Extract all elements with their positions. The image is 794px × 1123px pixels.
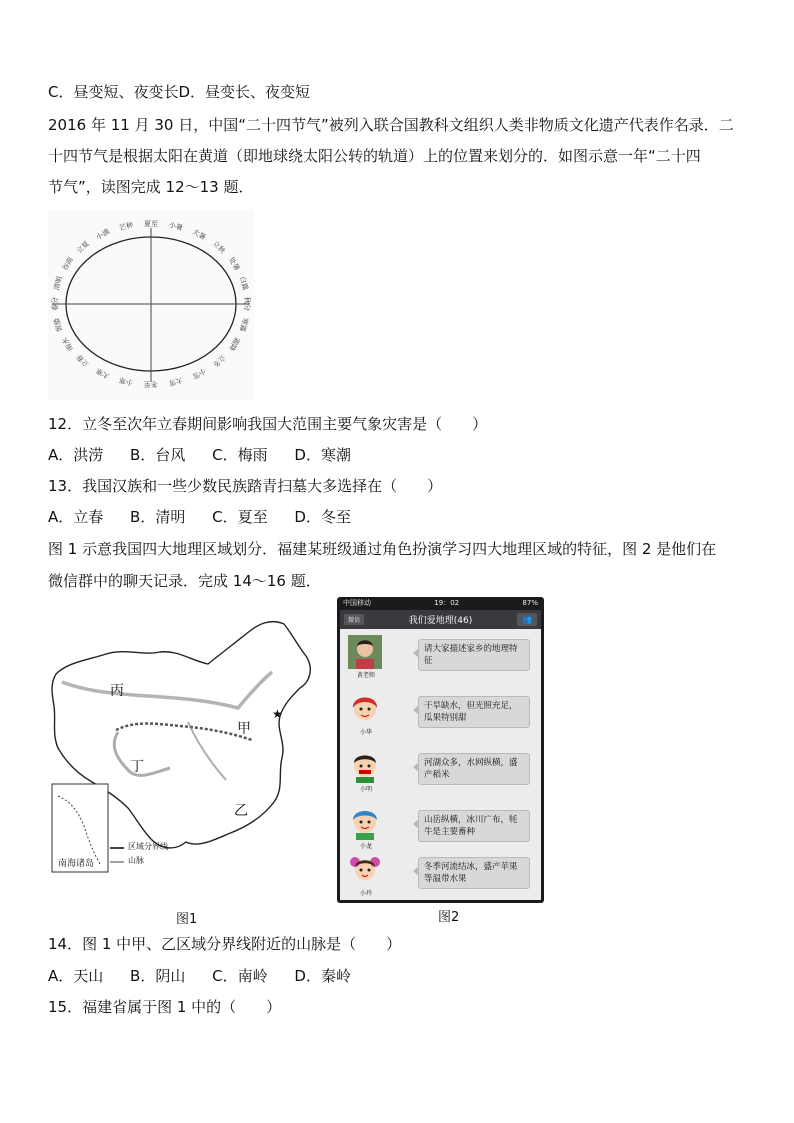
chat-message: [346, 692, 536, 742]
region-jia-label: 甲: [237, 721, 251, 737]
option-c[interactable]: C．南岭: [212, 967, 268, 985]
question-13-options: [48, 507, 373, 527]
avatar: [348, 635, 382, 669]
solar-term-label: 雨水: [60, 335, 75, 353]
question-13: 13．我国汉族和一些少数民族踏青扫墓大多选择在（ ）: [48, 477, 443, 495]
option-c[interactable]: C．夏至: [212, 508, 268, 526]
solar-term-label: 立冬: [211, 352, 227, 369]
solar-term-label: 秋分: [243, 297, 251, 311]
option-d[interactable]: D．冬至: [294, 508, 351, 526]
solar-term-label: 冬至: [144, 380, 158, 388]
south-sea-label: 南海诸岛: [58, 859, 95, 869]
option-d[interactable]: D．秦岭: [294, 967, 351, 985]
message-bubble: 干旱缺水，但光照充足，瓜果特别甜: [418, 696, 530, 728]
option-d[interactable]: D．寒潮: [294, 446, 351, 464]
avatar: [348, 853, 382, 887]
solar-term-label: 立夏: [75, 239, 91, 256]
message-bubble: 河湖众多，水网纵横，盛产稻米: [418, 753, 530, 785]
solar-term-label: 小雪: [190, 366, 208, 381]
option-line-cd: C．昼变短、夜变长D．昼变长、夜变短: [48, 83, 311, 101]
sender-name: 小玲: [359, 890, 372, 897]
solar-term-label: 小暑: [168, 221, 184, 233]
message-bubble: 山岳纵横，冰川广布，牦牛是主要畜种: [418, 810, 530, 842]
legend-boundary-text: 区域分界线: [128, 842, 168, 851]
solar-term-label: 大雪: [168, 375, 184, 387]
wechat-screenshot: [337, 597, 544, 903]
figure-2-caption: 图2: [438, 910, 460, 925]
solar-term-label: 白露: [238, 275, 250, 292]
carrier-text: 中国移动: [343, 599, 371, 607]
solar-term-label: 立秋: [211, 239, 227, 256]
option-c[interactable]: C．梅雨: [212, 446, 268, 464]
question-14-options: [48, 966, 373, 986]
passage-line-2: 十四节气是根据太阳在黄道（即地球绕太阳公转的轨道）上的位置来划分的．如图示意一年“二十四: [48, 147, 701, 165]
message-bubble: 请大家描述家乡的地理特征: [418, 639, 530, 671]
avatar: [348, 692, 382, 726]
option-a[interactable]: A．立春: [48, 508, 104, 526]
option-a[interactable]: A．天山: [48, 967, 104, 985]
chat-message: [346, 635, 536, 685]
time-text: 19：02: [434, 599, 460, 607]
question-15: 15．福建省属于图 1 中的（ ）: [48, 998, 282, 1016]
solar-term-label: 惊蛰: [52, 316, 64, 333]
option-b[interactable]: B．台风: [130, 446, 186, 464]
back-button[interactable]: 微信: [344, 614, 364, 625]
option-b[interactable]: B．清明: [130, 508, 186, 526]
solar-term-label: 大暑: [190, 227, 208, 242]
legend-mountain-text: 山脉: [128, 856, 144, 865]
passage-line-1: 2016 年 11 月 30 日，中国“二十四节气”被列入联合国教科文组织人类非物质文化遗产代表作名录．二: [48, 116, 734, 134]
sender-name: 小华: [359, 729, 372, 736]
sender-name: 黄老师: [356, 672, 375, 679]
solar-term-label: 芒种: [118, 221, 134, 233]
group-members-icon[interactable]: 👥: [517, 613, 537, 626]
passage-line-3: 节气”，读图完成 12～13 题．: [48, 178, 254, 196]
battery-text: 87%: [522, 599, 538, 607]
avatar: [348, 806, 382, 840]
solar-term-label: 小满: [94, 227, 112, 242]
svg-text:★: ★: [272, 707, 283, 721]
region-ding-label: 丁: [130, 759, 144, 775]
sender-name: 小龙: [359, 843, 372, 850]
region-bing-label: 丙: [110, 683, 124, 699]
avatar: [348, 749, 382, 783]
china-region-map: [48, 612, 318, 874]
solar-term-label: 小寒: [118, 375, 134, 387]
status-bar: [337, 597, 544, 610]
chat-screen: [340, 610, 541, 900]
solar-term-label: 清明: [52, 275, 64, 292]
solar-term-label: 霜降: [227, 335, 242, 353]
message-bubble: 冬季河流结冰，盛产苹果等温带水果: [418, 857, 530, 889]
figure-1-caption: 图1: [176, 912, 198, 927]
solar-term-label: 立春: [75, 352, 91, 369]
solar-term-label: 夏至: [144, 220, 158, 228]
solar-term-label: 处暑: [227, 255, 242, 273]
question-14: 14．图 1 中甲、乙区域分界线附近的山脉是（ ）: [48, 935, 402, 953]
chat-message: [346, 853, 536, 903]
sender-name: 小明: [359, 786, 372, 793]
chat-titlebar: [340, 610, 541, 629]
chat-message: [346, 749, 536, 799]
solar-term-label: 谷雨: [60, 255, 75, 273]
question-12-options: [48, 445, 373, 465]
passage-line-5: 微信群中的聊天记录．完成 14～16 题．: [48, 572, 321, 590]
solar-term-label: 寒露: [238, 316, 250, 333]
solar-term-label: 大寒: [94, 366, 112, 381]
chat-title: 我们爱地理(46): [408, 616, 473, 626]
option-a[interactable]: A．洪涝: [48, 446, 104, 464]
region-yi-label: 乙: [234, 803, 248, 819]
option-b[interactable]: B．阴山: [130, 967, 186, 985]
chat-message: [346, 806, 536, 856]
solar-terms-diagram: [48, 210, 254, 400]
passage-line-4: 图 1 示意我国四大地理区域划分．福建某班级通过角色扮演学习四大地理区域的特征，图 2 是他们在: [48, 540, 717, 558]
question-12: 12．立冬至次年立春期间影响我国大范围主要气象灾害是（ ）: [48, 415, 488, 433]
solar-term-label: 春分: [51, 297, 59, 311]
